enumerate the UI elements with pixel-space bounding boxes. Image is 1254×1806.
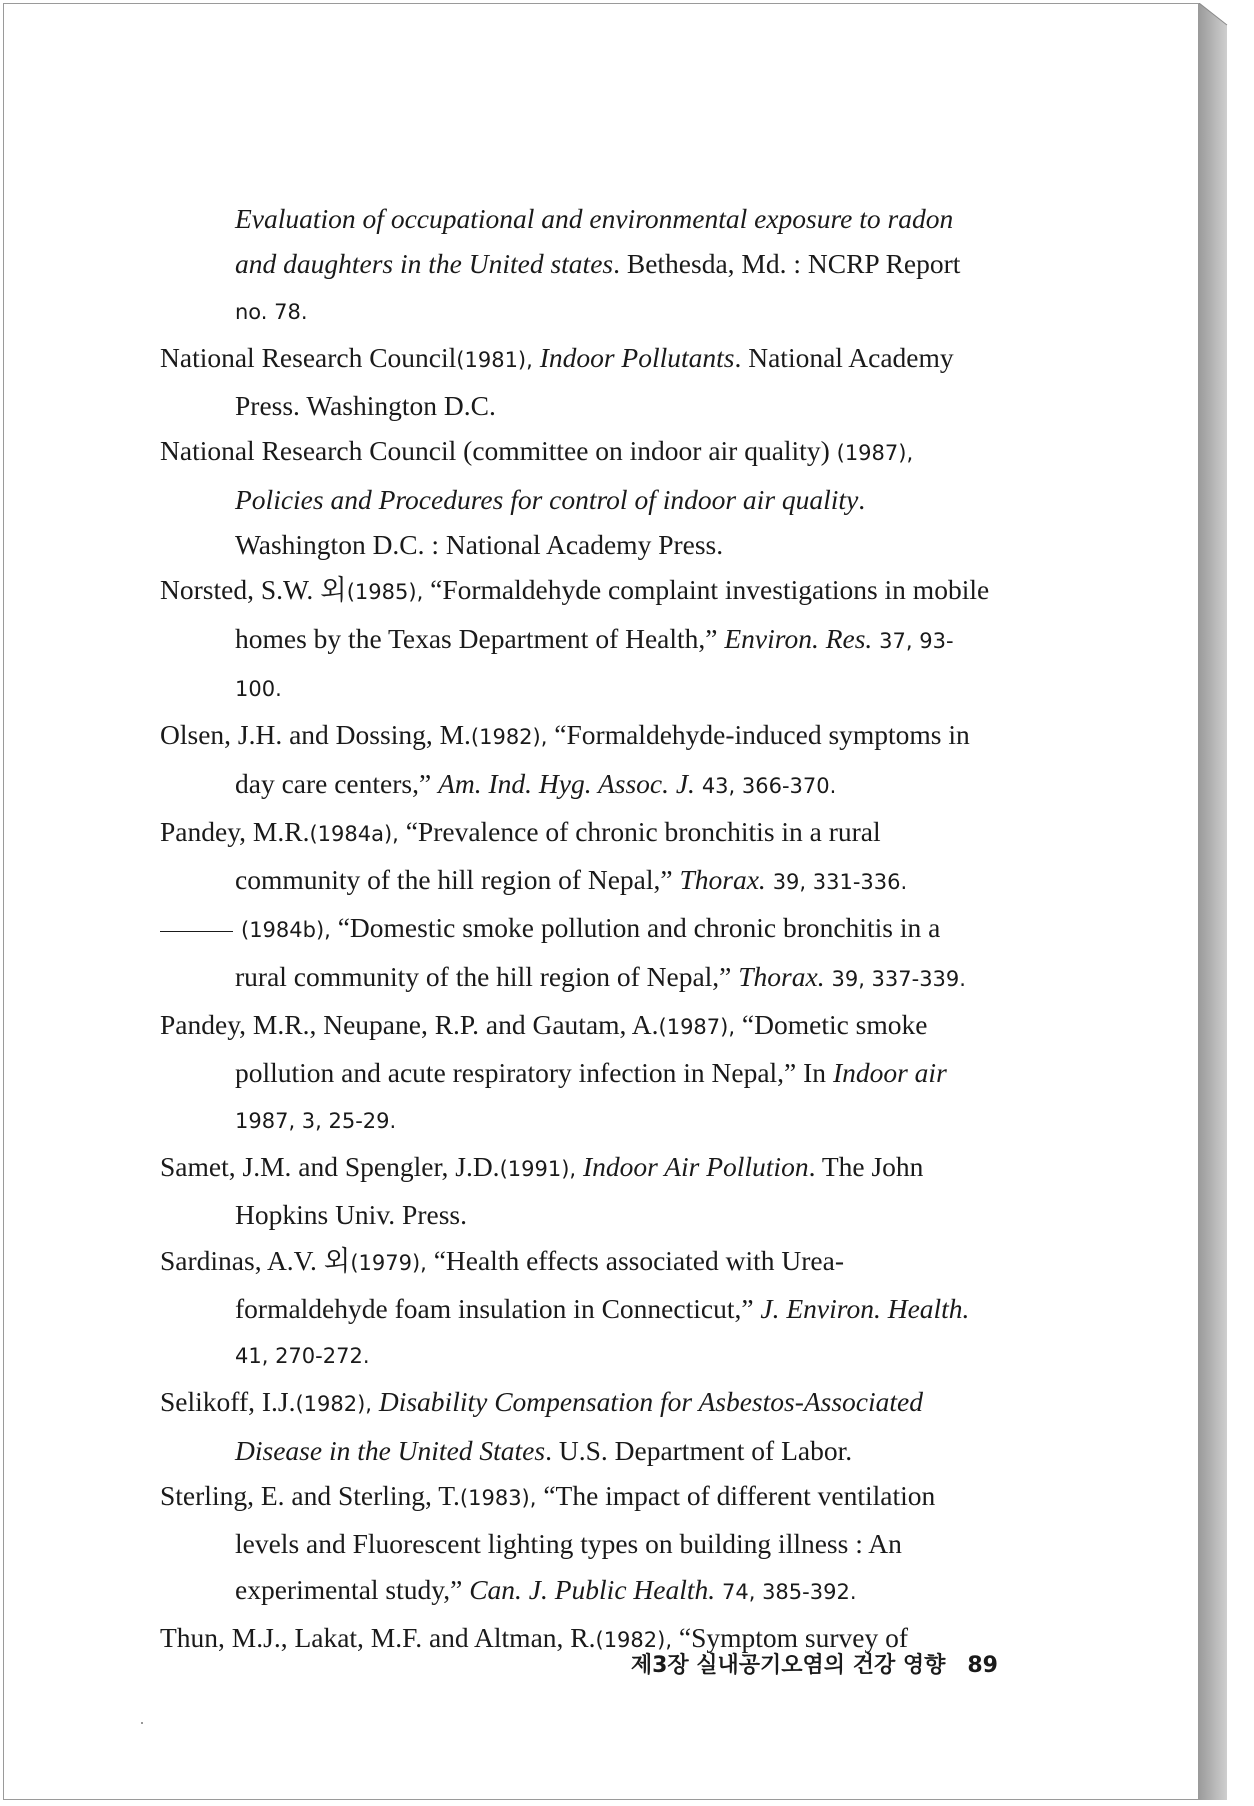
reference-title: Indoor Air Pollution: [582, 1150, 809, 1182]
reference-pages: 37, 93-100.: [235, 628, 954, 701]
running-footer: [598, 1648, 998, 1679]
reference-author: Thun, M.J., Lakat, M.F. and Altman, R.: [160, 1621, 596, 1653]
reference-author: Norsted, S.W. 외: [160, 574, 347, 606]
reference-norsted: [160, 567, 996, 712]
scan-speck: [141, 1722, 143, 1724]
reference-author: Sardinas, A.V. 외: [160, 1244, 351, 1276]
reference-year: (1983),: [459, 1486, 537, 1511]
reference-title: Policies and Procedures for control of indoor air quality: [235, 483, 859, 515]
reference-journal: Indoor air: [832, 1057, 947, 1089]
reference-author: Olsen, J.H. and Dossing, M.: [160, 719, 471, 751]
ditto-dash: [160, 931, 233, 932]
reference-pages: 1987, 3, 25-29.: [235, 1108, 397, 1133]
reference-author: Samet, J.M. and Spengler, J.D.: [160, 1150, 500, 1182]
reference-pages: 43, 366-370.: [701, 773, 837, 798]
reference-sardinas: [160, 1238, 996, 1380]
reference-nrc-1987: [160, 428, 996, 567]
reference-article-title: “The impact of different ventilation levels and Fluorescent lighting types on building illness : An experimental study,”: [235, 1480, 936, 1605]
reference-title: Evaluation of occupational and environmental exposure to radon and daughters in the United states: [235, 203, 954, 280]
reference-publisher: . Washington D.C. : National Academy Press.: [235, 483, 866, 561]
reference-journal: Am. Ind. Hyg. Assoc. J.: [438, 767, 695, 799]
reference-journal: Thorax.: [738, 960, 825, 992]
reference-author: Sterling, E. and Sterling, T.: [160, 1480, 460, 1512]
reference-pages: no. 78.: [235, 299, 308, 324]
page-edge-shadow: [1199, 3, 1249, 1800]
reference-publisher: . The John Hopkins Univ. Press.: [235, 1150, 924, 1231]
reference-year: (1985),: [346, 580, 424, 605]
reference-pages: 39, 337-339.: [831, 966, 966, 991]
reference-article-title: “Dometic smoke pollution and acute respiratory infection in Nepal,” In: [235, 1009, 928, 1089]
reference-year: (1984a),: [309, 821, 399, 846]
reference-year: (1982),: [595, 1627, 673, 1652]
reference-year: (1984b),: [241, 918, 331, 943]
reference-author: National Research Council: [160, 341, 457, 373]
reference-title: Disability Compensation for Asbestos-Associated Disease in the United States: [235, 1386, 923, 1466]
reference-nrc-1981: [160, 335, 996, 429]
reference-journal: J. Environ. Health.: [760, 1292, 970, 1324]
reference-journal: Environ. Res.: [724, 622, 873, 654]
reference-article-title: “Domestic smoke pollution and chronic bronchitis in a rural community of the hill region of Nepal,”: [235, 912, 941, 992]
reference-selikoff: [160, 1379, 996, 1473]
reference-publisher: . U.S. Department of Labor.: [545, 1434, 853, 1466]
reference-author: National Research Council (committee on indoor air quality): [160, 435, 830, 467]
reference-olsen: [160, 712, 996, 809]
reference-article-title: “Formaldehyde-induced symptoms in day care centers,”: [235, 719, 970, 799]
reference-author: Pandey, M.R.: [160, 815, 310, 847]
reference-year: (1982),: [295, 1392, 372, 1417]
chapter-title: 제3장 실내공기오염의 건강 영향: [630, 1653, 946, 1678]
reference-journal: Can. J. Public Health.: [469, 1573, 716, 1605]
reference-pandey-1984a: [160, 809, 996, 906]
reference-pages: 39, 331-336.: [772, 870, 908, 895]
reference-author: Selikoff, I.J.: [160, 1386, 296, 1418]
reference-title: Indoor Pollutants: [539, 341, 735, 373]
reference-pages: 41, 270-272.: [235, 1344, 370, 1369]
reference-journal: Thorax.: [679, 864, 766, 896]
reference-article-title: “Health effects associated with Urea-formaldehyde foam insulation in Connecticut,”: [235, 1244, 844, 1324]
reference-year: (1987),: [836, 441, 914, 466]
reference-author: Pandey, M.R., Neupane, R.P. and Gautam, A.: [160, 1009, 659, 1041]
reference-samet: [160, 1144, 996, 1238]
reference-pandey-1987: [160, 1002, 996, 1144]
reference-pandey-1984b: [160, 905, 996, 1002]
reference-article-title: “Symptom survey of: [678, 1621, 909, 1653]
reference-list: [160, 196, 996, 1663]
reference-ncrp: [160, 196, 996, 335]
reference-article-title: “Formaldehyde complaint investigations in mobile homes by the Texas Department of Health,”: [235, 574, 990, 654]
reference-year: (1991),: [499, 1156, 577, 1181]
reference-year: (1987),: [658, 1015, 736, 1040]
reference-sterling: [160, 1473, 996, 1615]
reference-publisher: . National Academy Press. Washington D.C.: [235, 341, 954, 422]
reference-year: (1979),: [350, 1250, 427, 1275]
reference-article-title: “Prevalence of chronic bronchitis in a rural community of the hill region of Nepal,”: [235, 815, 881, 896]
reference-pages: 74, 385-392.: [722, 1579, 857, 1604]
reference-publisher: . Bethesda, Md. : NCRP Report: [613, 248, 961, 280]
reference-year: (1981),: [456, 347, 533, 372]
page-number: 89: [967, 1653, 998, 1678]
reference-year: (1982),: [470, 725, 548, 750]
